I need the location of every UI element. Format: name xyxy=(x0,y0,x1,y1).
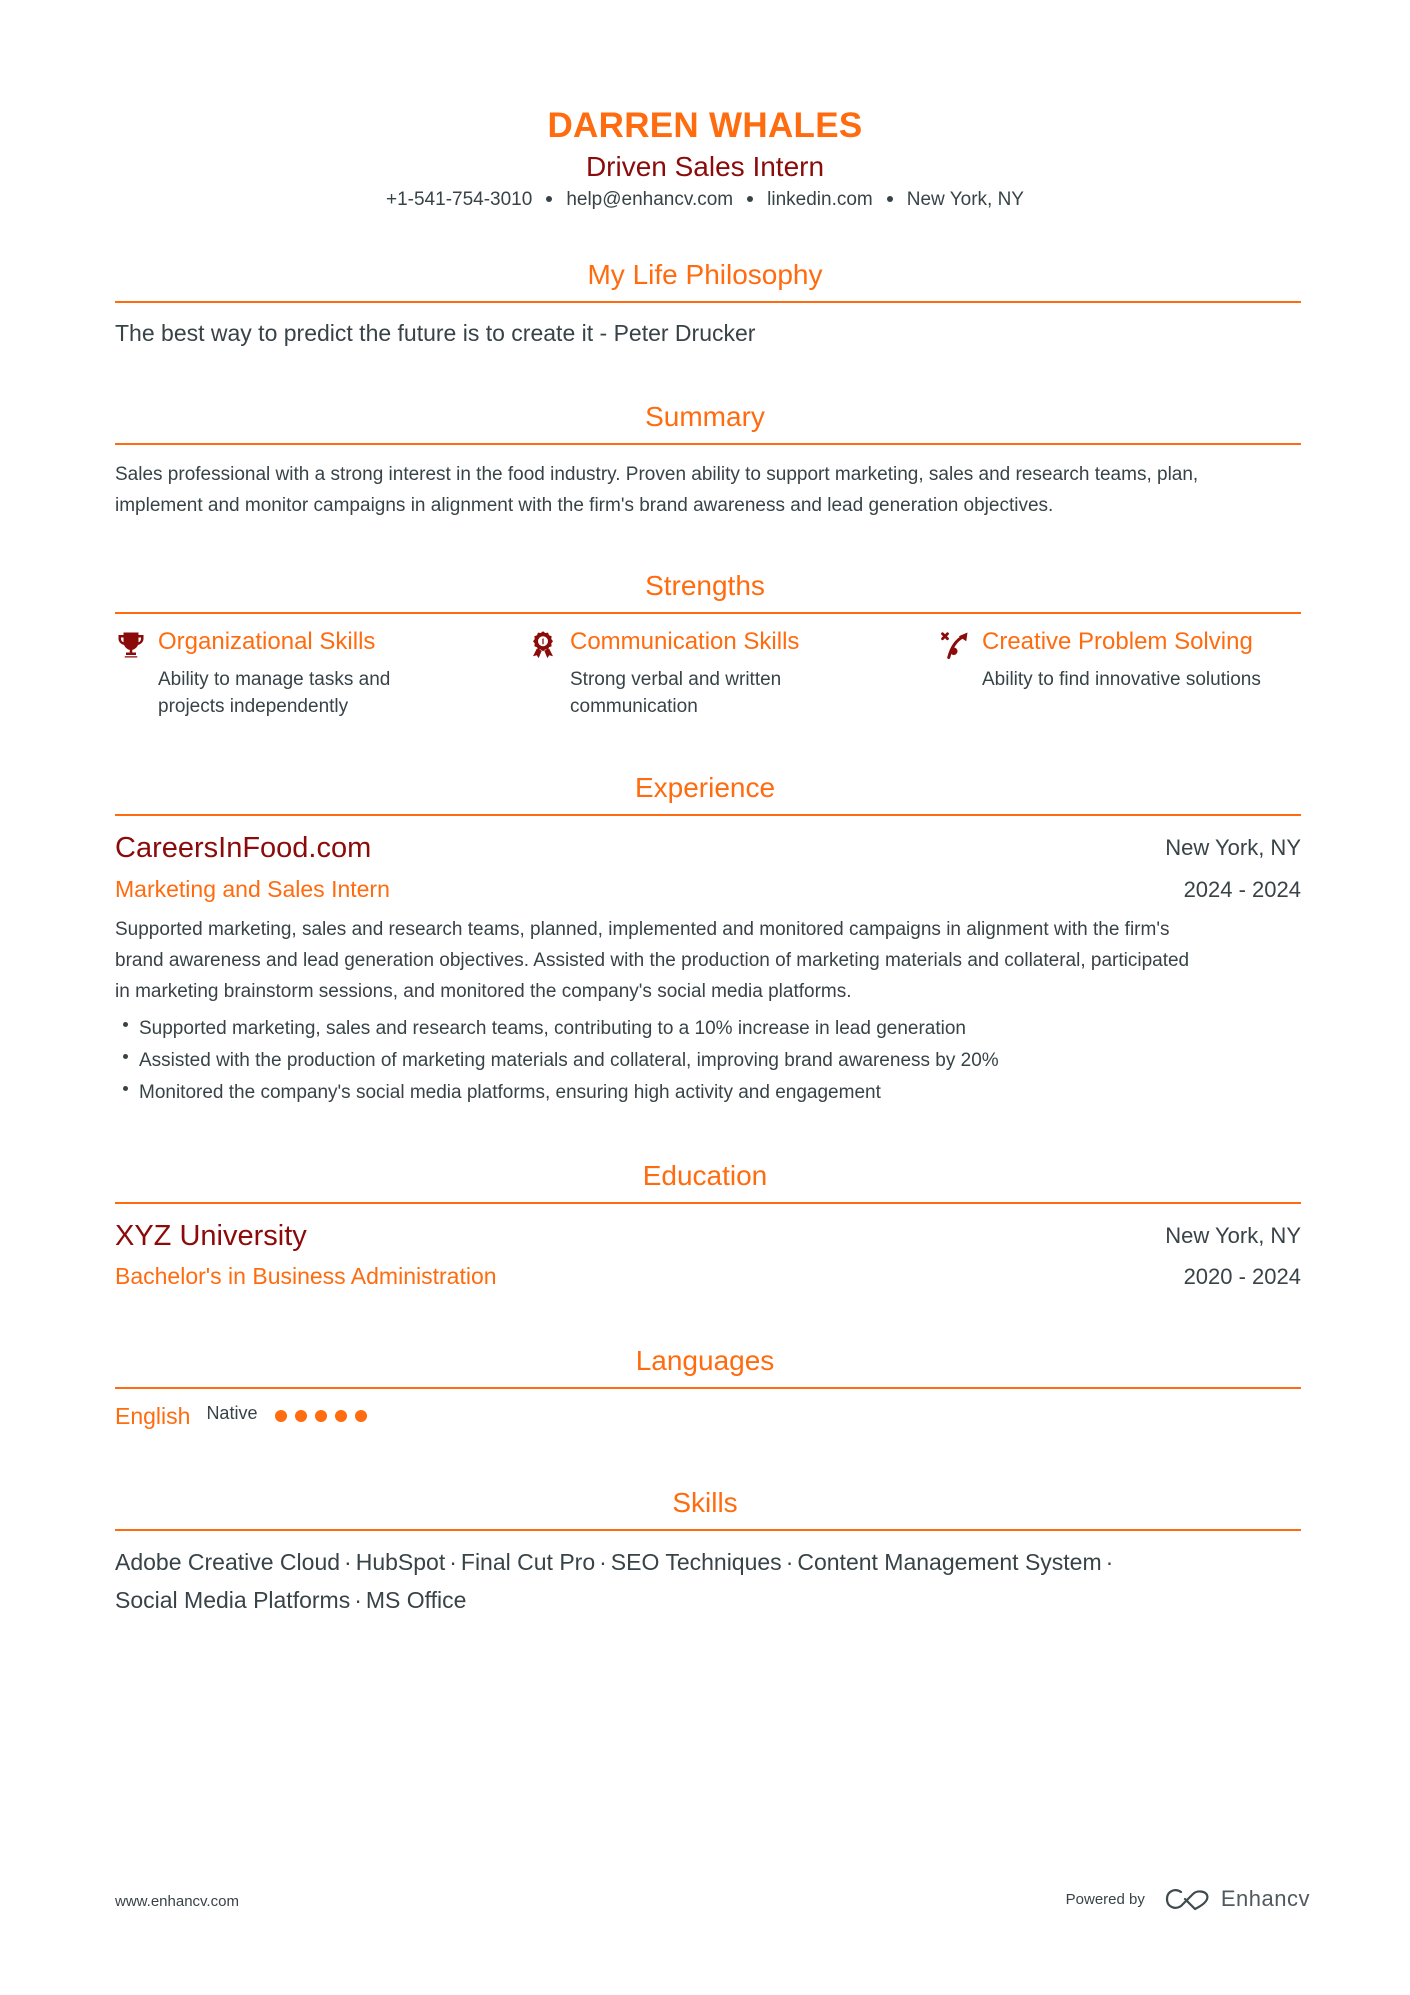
skill-separator: · xyxy=(344,1549,352,1575)
education-location: New York, NY xyxy=(1165,1223,1301,1248)
bullet-item: Assisted with the production of marketing materials and collateral, improving brand awareness by 20% xyxy=(115,1045,1301,1077)
strength-title: Communication Skills xyxy=(570,628,800,655)
candidate-title: Driven Sales Intern xyxy=(585,151,825,182)
award-ribbon-icon xyxy=(528,630,558,660)
skill-item: HubSpot xyxy=(355,1549,446,1575)
skill-item: Content Management System xyxy=(797,1549,1102,1575)
experience-location: New York, NY xyxy=(1165,835,1301,860)
education-dates: 2020 - 2024 xyxy=(1183,1264,1301,1289)
experience-company: CareersInFood.com xyxy=(115,832,372,864)
contact-line xyxy=(0,189,1410,211)
section-heading-skills: Skills xyxy=(672,1487,738,1518)
rating-dot-filled xyxy=(295,1410,307,1422)
language-rating xyxy=(275,1410,367,1422)
enhancv-logo-icon xyxy=(1165,1887,1211,1911)
skills-line xyxy=(115,1581,1215,1619)
rating-dot-filled xyxy=(275,1410,287,1422)
description-line: Supported marketing, sales and research teams, planned, implemented and monitored campaigns in alignment with the firm's xyxy=(115,919,1170,940)
skill-separator: · xyxy=(599,1549,607,1575)
experience-bullets xyxy=(115,1013,1301,1109)
section-divider xyxy=(115,1202,1301,1204)
language-name: English xyxy=(115,1403,191,1429)
section-divider xyxy=(115,1529,1301,1531)
section-divider xyxy=(115,1387,1301,1389)
section-heading-experience: Experience xyxy=(634,772,776,803)
footer-website[interactable]: www.enhancv.com xyxy=(115,1893,239,1910)
skill-separator: · xyxy=(1105,1549,1114,1575)
contact-location: New York, NY xyxy=(906,189,1024,210)
experience-role: Marketing and Sales Intern xyxy=(115,876,390,902)
strength-desc: Strong verbal and written communication xyxy=(570,669,782,717)
skill-item: Adobe Creative Cloud xyxy=(115,1549,341,1575)
trophy-icon xyxy=(116,630,146,660)
section-heading-education: Education xyxy=(642,1160,768,1191)
summary-line: Sales professional with a strong interest in the food industry. Proven ability to support marketing, sales and research teams, plan, xyxy=(115,464,1199,485)
skill-separator: · xyxy=(449,1549,457,1575)
section-divider xyxy=(115,443,1301,445)
summary-line: implement and monitor campaigns in alignment with the firm's brand awareness and lead generation objectives. xyxy=(115,495,1054,516)
contact-email[interactable]: help@enhancv.com xyxy=(566,189,734,210)
education-degree: Bachelor's in Business Administration xyxy=(115,1263,497,1289)
skill-item: SEO Techniques xyxy=(610,1549,782,1575)
powered-by-label: Powered by xyxy=(1065,1890,1145,1908)
strength-desc: Ability to find innovative solutions xyxy=(982,669,1261,690)
philosophy-quote: The best way to predict the future is to create it - Peter Drucker xyxy=(115,320,756,346)
bullet-item: Monitored the company's social media platforms, ensuring high activity and engagement xyxy=(115,1077,1301,1109)
strategy-icon xyxy=(940,630,970,660)
bullet-item: Supported marketing, sales and research teams, contributing to a 10% increase in lead generation xyxy=(115,1013,1301,1045)
section-divider xyxy=(115,814,1301,816)
section-divider xyxy=(115,612,1301,614)
section-heading-philosophy: My Life Philosophy xyxy=(587,259,823,290)
section-divider xyxy=(115,301,1301,303)
section-heading-languages: Languages xyxy=(635,1345,775,1376)
footer-branding xyxy=(1066,1886,1310,1912)
enhancv-logo[interactable] xyxy=(1165,1886,1310,1912)
experience-description xyxy=(115,914,1305,1007)
strength-title: Organizational Skills xyxy=(158,628,376,655)
skill-item: Final Cut Pro xyxy=(460,1549,596,1575)
summary-text xyxy=(115,459,1305,521)
skill-separator: · xyxy=(785,1549,794,1575)
language-item xyxy=(115,1403,367,1430)
strength-desc: Ability to manage tasks and projects independently xyxy=(158,669,391,717)
description-line: brand awareness and lead generation objectives. Assisted with the production of marketing materials and collateral, participated xyxy=(115,950,1190,971)
skills-list xyxy=(115,1543,1215,1619)
description-line: in marketing brainstorm sessions, and monitored the company's social media platforms. xyxy=(115,981,852,1002)
rating-dot-filled xyxy=(335,1410,347,1422)
candidate-name: DARREN WHALES xyxy=(547,106,863,145)
rating-dot-filled xyxy=(315,1410,327,1422)
section-heading-summary: Summary xyxy=(645,401,765,432)
skill-separator: · xyxy=(354,1587,362,1613)
rating-dot-filled xyxy=(355,1410,367,1422)
contact-phone: +1-541-754-3010 xyxy=(386,189,533,210)
education-school: XYZ University xyxy=(115,1220,307,1252)
experience-dates: 2024 - 2024 xyxy=(1183,877,1301,902)
skill-item: Social Media Platforms xyxy=(115,1587,351,1613)
strength-title: Creative Problem Solving xyxy=(982,628,1253,655)
brand-name: Enhancv xyxy=(1220,1886,1310,1911)
separator-dot xyxy=(546,196,552,202)
skill-item: MS Office xyxy=(365,1587,467,1613)
contact-linkedin[interactable]: linkedin.com xyxy=(767,189,873,210)
language-level: Native xyxy=(206,1403,258,1423)
section-heading-strengths: Strengths xyxy=(645,570,765,601)
separator-dot xyxy=(747,196,753,202)
separator-dot xyxy=(887,196,893,202)
skills-line xyxy=(115,1543,1215,1581)
